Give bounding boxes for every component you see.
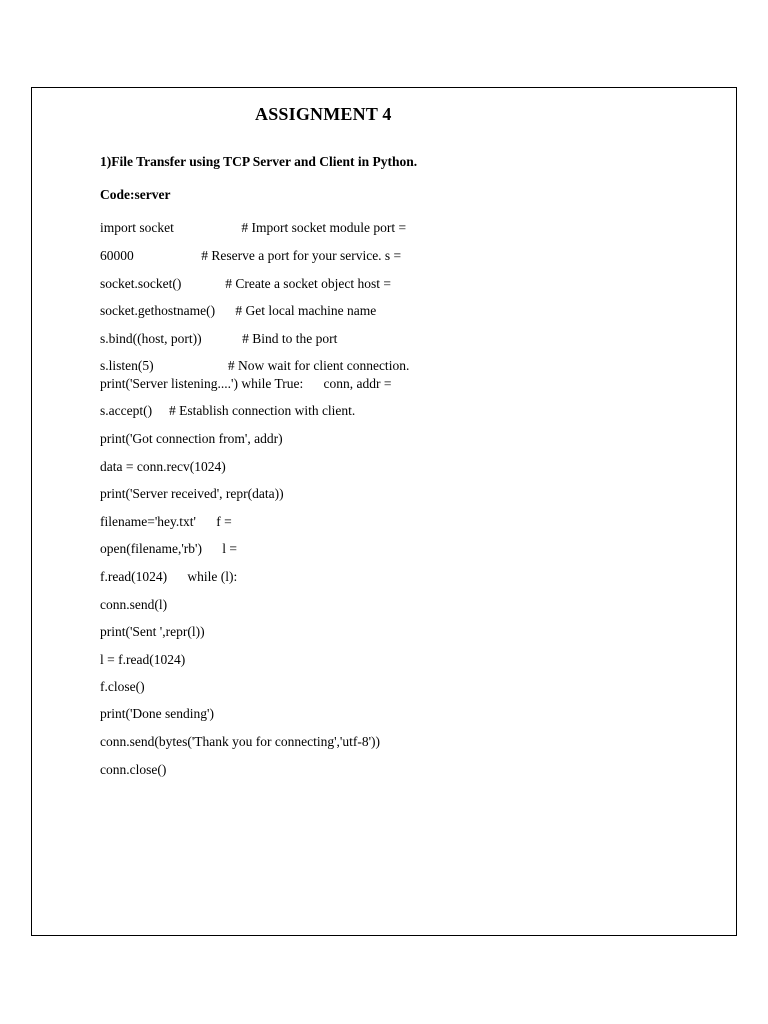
code-line: conn.close() bbox=[100, 762, 167, 777]
code-line: conn.send(bytes('Thank you for connecting','utf-8')) bbox=[100, 734, 381, 749]
code-heading: Code:server bbox=[100, 187, 171, 202]
code-line: conn.send(l) bbox=[100, 597, 168, 612]
code-line: s.listen(5) # Now wait for client connection. bbox=[100, 358, 410, 373]
code-line: print('Got connection from', addr) bbox=[100, 431, 283, 446]
code-line: data = conn.recv(1024) bbox=[100, 459, 226, 474]
page-border bbox=[31, 87, 737, 936]
code-line: open(filename,'rb') l = bbox=[100, 541, 237, 556]
code-line: f.read(1024) while (l): bbox=[100, 569, 238, 584]
code-line: print('Server received', repr(data)) bbox=[100, 486, 284, 501]
code-line: s.bind((host, port)) # Bind to the port bbox=[100, 331, 338, 346]
code-line: f.close() bbox=[100, 679, 145, 694]
code-line: print('Done sending') bbox=[100, 706, 214, 721]
code-line: s.accept() # Establish connection with client. bbox=[100, 403, 356, 418]
code-line: import socket # Import socket module port = bbox=[100, 220, 407, 235]
code-line: print('Sent ',repr(l)) bbox=[100, 624, 205, 639]
code-line: socket.socket() # Create a socket object host = bbox=[100, 276, 392, 291]
code-line: l = f.read(1024) bbox=[100, 652, 186, 667]
code-line: socket.gethostname() # Get local machine name bbox=[100, 303, 377, 318]
code-line: filename='hey.txt' f = bbox=[100, 514, 232, 529]
question-heading: 1)File Transfer using TCP Server and Client in Python. bbox=[100, 154, 418, 169]
code-line: 60000 # Reserve a port for your service. s = bbox=[100, 248, 402, 263]
code-line: print('Server listening....') while True: conn, addr = bbox=[100, 376, 392, 391]
assignment-title: ASSIGNMENT 4 bbox=[255, 104, 392, 124]
